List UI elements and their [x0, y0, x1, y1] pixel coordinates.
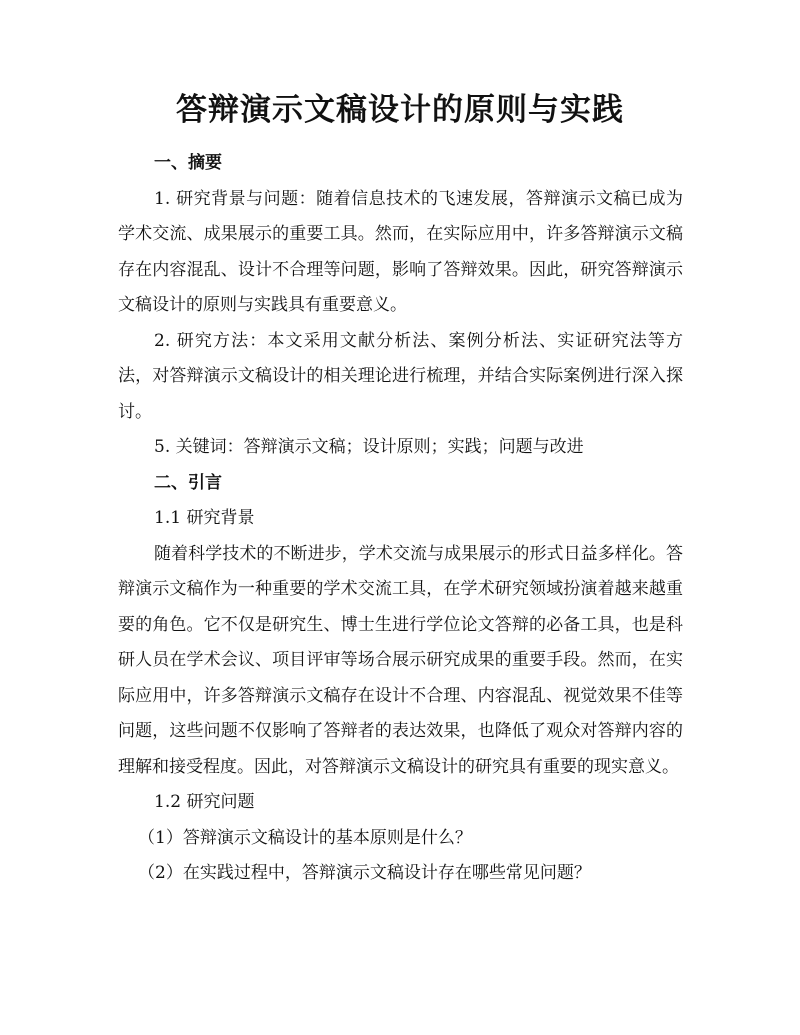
abstract-item-keywords: 5. 关键词：答辩演示文稿；设计原则；实践；问题与改进 — [154, 437, 584, 457]
background-heading: 1.1 研究背景 — [154, 508, 255, 528]
questions-heading: 1.2 研究问题 — [154, 792, 255, 812]
abstract-heading: 一、摘要 — [154, 153, 222, 173]
question-item-2: （2）在实践过程中，答辩演示文稿设计存在哪些常见问题？ — [138, 863, 591, 883]
document-body — [118, 146, 683, 892]
document-title: 答辩演示文稿设计的原则与实践 — [176, 92, 624, 128]
question-item-1: （1）答辩演示文稿设计的基本原则是什么？ — [138, 827, 472, 848]
intro-heading: 二、引言 — [154, 472, 222, 493]
abstract-item-methods: 2. 研究方法：本文采用文献分析法、案例分析法、实证研究法等方法，对答辩演示文稿设计的相关理论进行梳理，并结合实际案例进行深入探讨。 — [118, 330, 683, 422]
background-paragraph: 随着科学技术的不断进步，学术交流与成果展示的形式日益多样化。答辩演示文稿作为一种重要的学术交流工具，在学术研究领域扮演着越来越重要的角色。它不仅是研究生、博士生进行学位论文答辩的必备工具，也是科研人员在学术会议、项目评审等场合展示研究成果的重要手段。然而，在实际应用中，许多答辩演示文稿存在设计不合理、内容混乱、视觉效果不佳等问题，这些问题不仅影响了答辩者的表达效果，也降低了观众对答辩内容的理解和接受程度。因此，对答辩演示文稿设计的研究具有重要的现实意义。 — [118, 543, 683, 777]
abstract-item-background: 1. 研究背景与问题：随着信息技术的飞速发展，答辩演示文稿已成为学术交流、成果展示的重要工具。然而，在实际应用中，许多答辩演示文稿存在内容混乱、设计不合理等问题，影响了答辩效果。因此，研究答辩演示文稿设计的原则与实践具有重要意义。 — [118, 188, 683, 315]
